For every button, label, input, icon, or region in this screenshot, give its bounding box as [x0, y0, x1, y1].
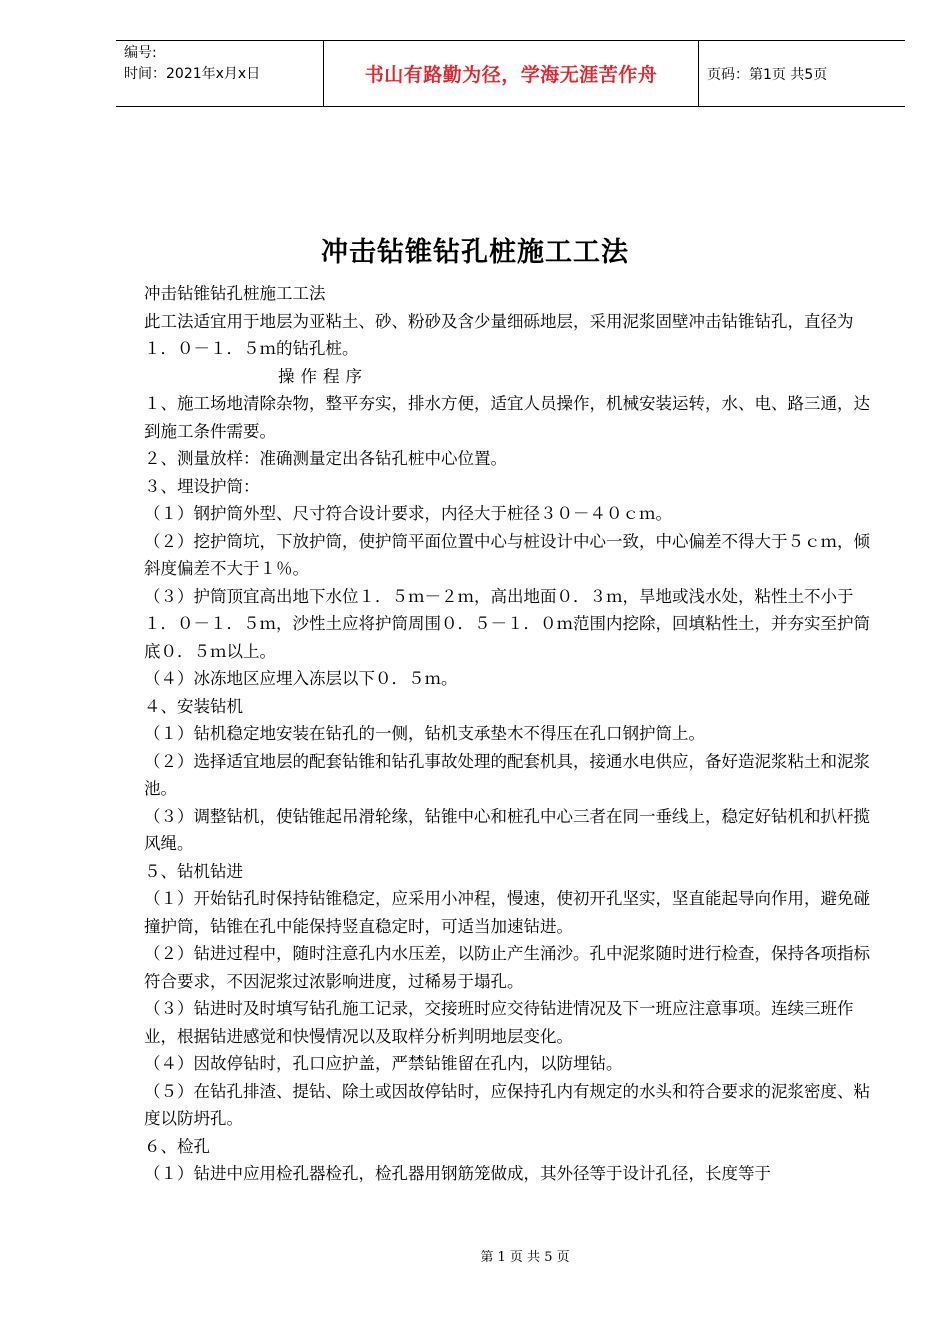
document-title: 冲击钻锥钻孔桩施工工法: [321, 237, 629, 268]
paragraph: 冲击钻锥钻孔桩施工工法: [144, 284, 326, 303]
paragraph: （４）因故停钻时，孔口应护盖，严禁钻锥留在孔内，以防埋钻。: [144, 1054, 623, 1073]
paragraph: （１）开始钻孔时保持钻锥稳定，应采用小冲程，慢速，使初开孔坚实，坚直能起导向作用，避免碰撞护筒，钻锥在孔中能保持竖直稳定时，可适当加速钻进。: [144, 889, 870, 936]
document-body: [144, 280, 884, 1188]
header-table: [116, 41, 905, 106]
page-footer: 第 1 页 共 5 页: [480, 1250, 570, 1265]
header-page-label: 页码：第1页 共5页: [707, 66, 828, 83]
header-motto: 书山有路勤为径，学海无涯苦作舟: [324, 41, 699, 106]
paragraph: ６、检孔: [144, 1136, 210, 1156]
paragraph: （２）挖护筒坑，下放护筒，使护筒平面位置中心与桩设计中心一致，中心偏差不得大于５ｃｍ，倾斜度偏差不大于１％。: [144, 531, 870, 578]
paragraph: （２）钻进过程中，随时注意孔内水压差，以防止产生涌沙。孔中泥浆随时进行检查，保持各项指标符合要求，不因泥浆过浓影响进度，过稀易于塌孔。: [144, 944, 870, 991]
paragraph: （４）冰冻地区应埋入冻层以下０．５ｍ。: [144, 669, 458, 688]
paragraph: ３、埋设护筒：: [144, 476, 260, 496]
header-left-cell: [116, 41, 324, 106]
paragraph: １、施工场地清除杂物，整平夯实，排水方便，适宜人员操作，机械安装运转，水、电、路三通，达到施工条件需要。: [144, 394, 870, 441]
paragraph: ４、安装钻机: [144, 696, 243, 716]
paragraph: （１）钢护筒外型、尺寸符合设计要求，内径大于桩径３０－４０ｃｍ。: [144, 504, 672, 523]
page-header: [116, 40, 905, 107]
document-number-label: 编号:: [124, 45, 157, 61]
paragraph: （２）选择适宜地层的配套钻锥和钻孔事故处理的配套机具，接通水电供应，备好造泥浆粘土和泥浆池。: [144, 751, 870, 798]
paragraph: 此工法适宜用于地层为亚粘土、砂、粉砂及含少量细砾地层，采用泥浆固壁冲击钻锥钻孔，直径为１．０－１．５ｍ的钻孔桩。: [144, 311, 854, 358]
paragraph: （１）钻进中应用检孔器检孔，检孔器用钢筋笼做成，其外径等于设计孔径，长度等于: [144, 1164, 771, 1183]
paragraph: ５、钻机钻进: [144, 861, 243, 881]
document-time-label: 时间：2021年x月x日: [124, 66, 261, 82]
paragraph: ２、测量放样：准确测量定出各钻孔桩中心位置。: [144, 449, 507, 468]
paragraph: （１）钻机稳定地安装在钻孔的一侧，钻机支承垫木不得压在孔口钢护筒上。: [144, 724, 705, 743]
paragraph: （５）在钻孔排渣、提钻、除土或因故停钻时，应保持孔内有规定的水头和符合要求的泥浆密度、粘度以防坍孔。: [144, 1081, 870, 1128]
paragraph: （３）钻进时及时填写钻孔施工记录，交接班时应交待钻进情况及下一班应注意事项。连续三班作业，根据钻进感觉和快慢情况以及取样分析判明地层变化。: [144, 999, 854, 1046]
section-heading: 操作程序: [278, 366, 368, 386]
paragraph: （３）调整钻机，使钻锥起吊滑轮缘，钻锥中心和桩孔中心三者在同一垂线上，稳定好钻机和扒杆揽风绳。: [144, 806, 870, 853]
paragraph: （３）护筒顶宜高出地下水位１．５ｍ－２ｍ，高出地面０．３ｍ，旱地或浅水处，粘性土不小于１．０－１．５ｍ，沙性土应将护筒周围０．５－１．０ｍ范围内挖除，回填粘性土，并夯实至护筒底０．５ｍ以上。: [144, 586, 870, 661]
